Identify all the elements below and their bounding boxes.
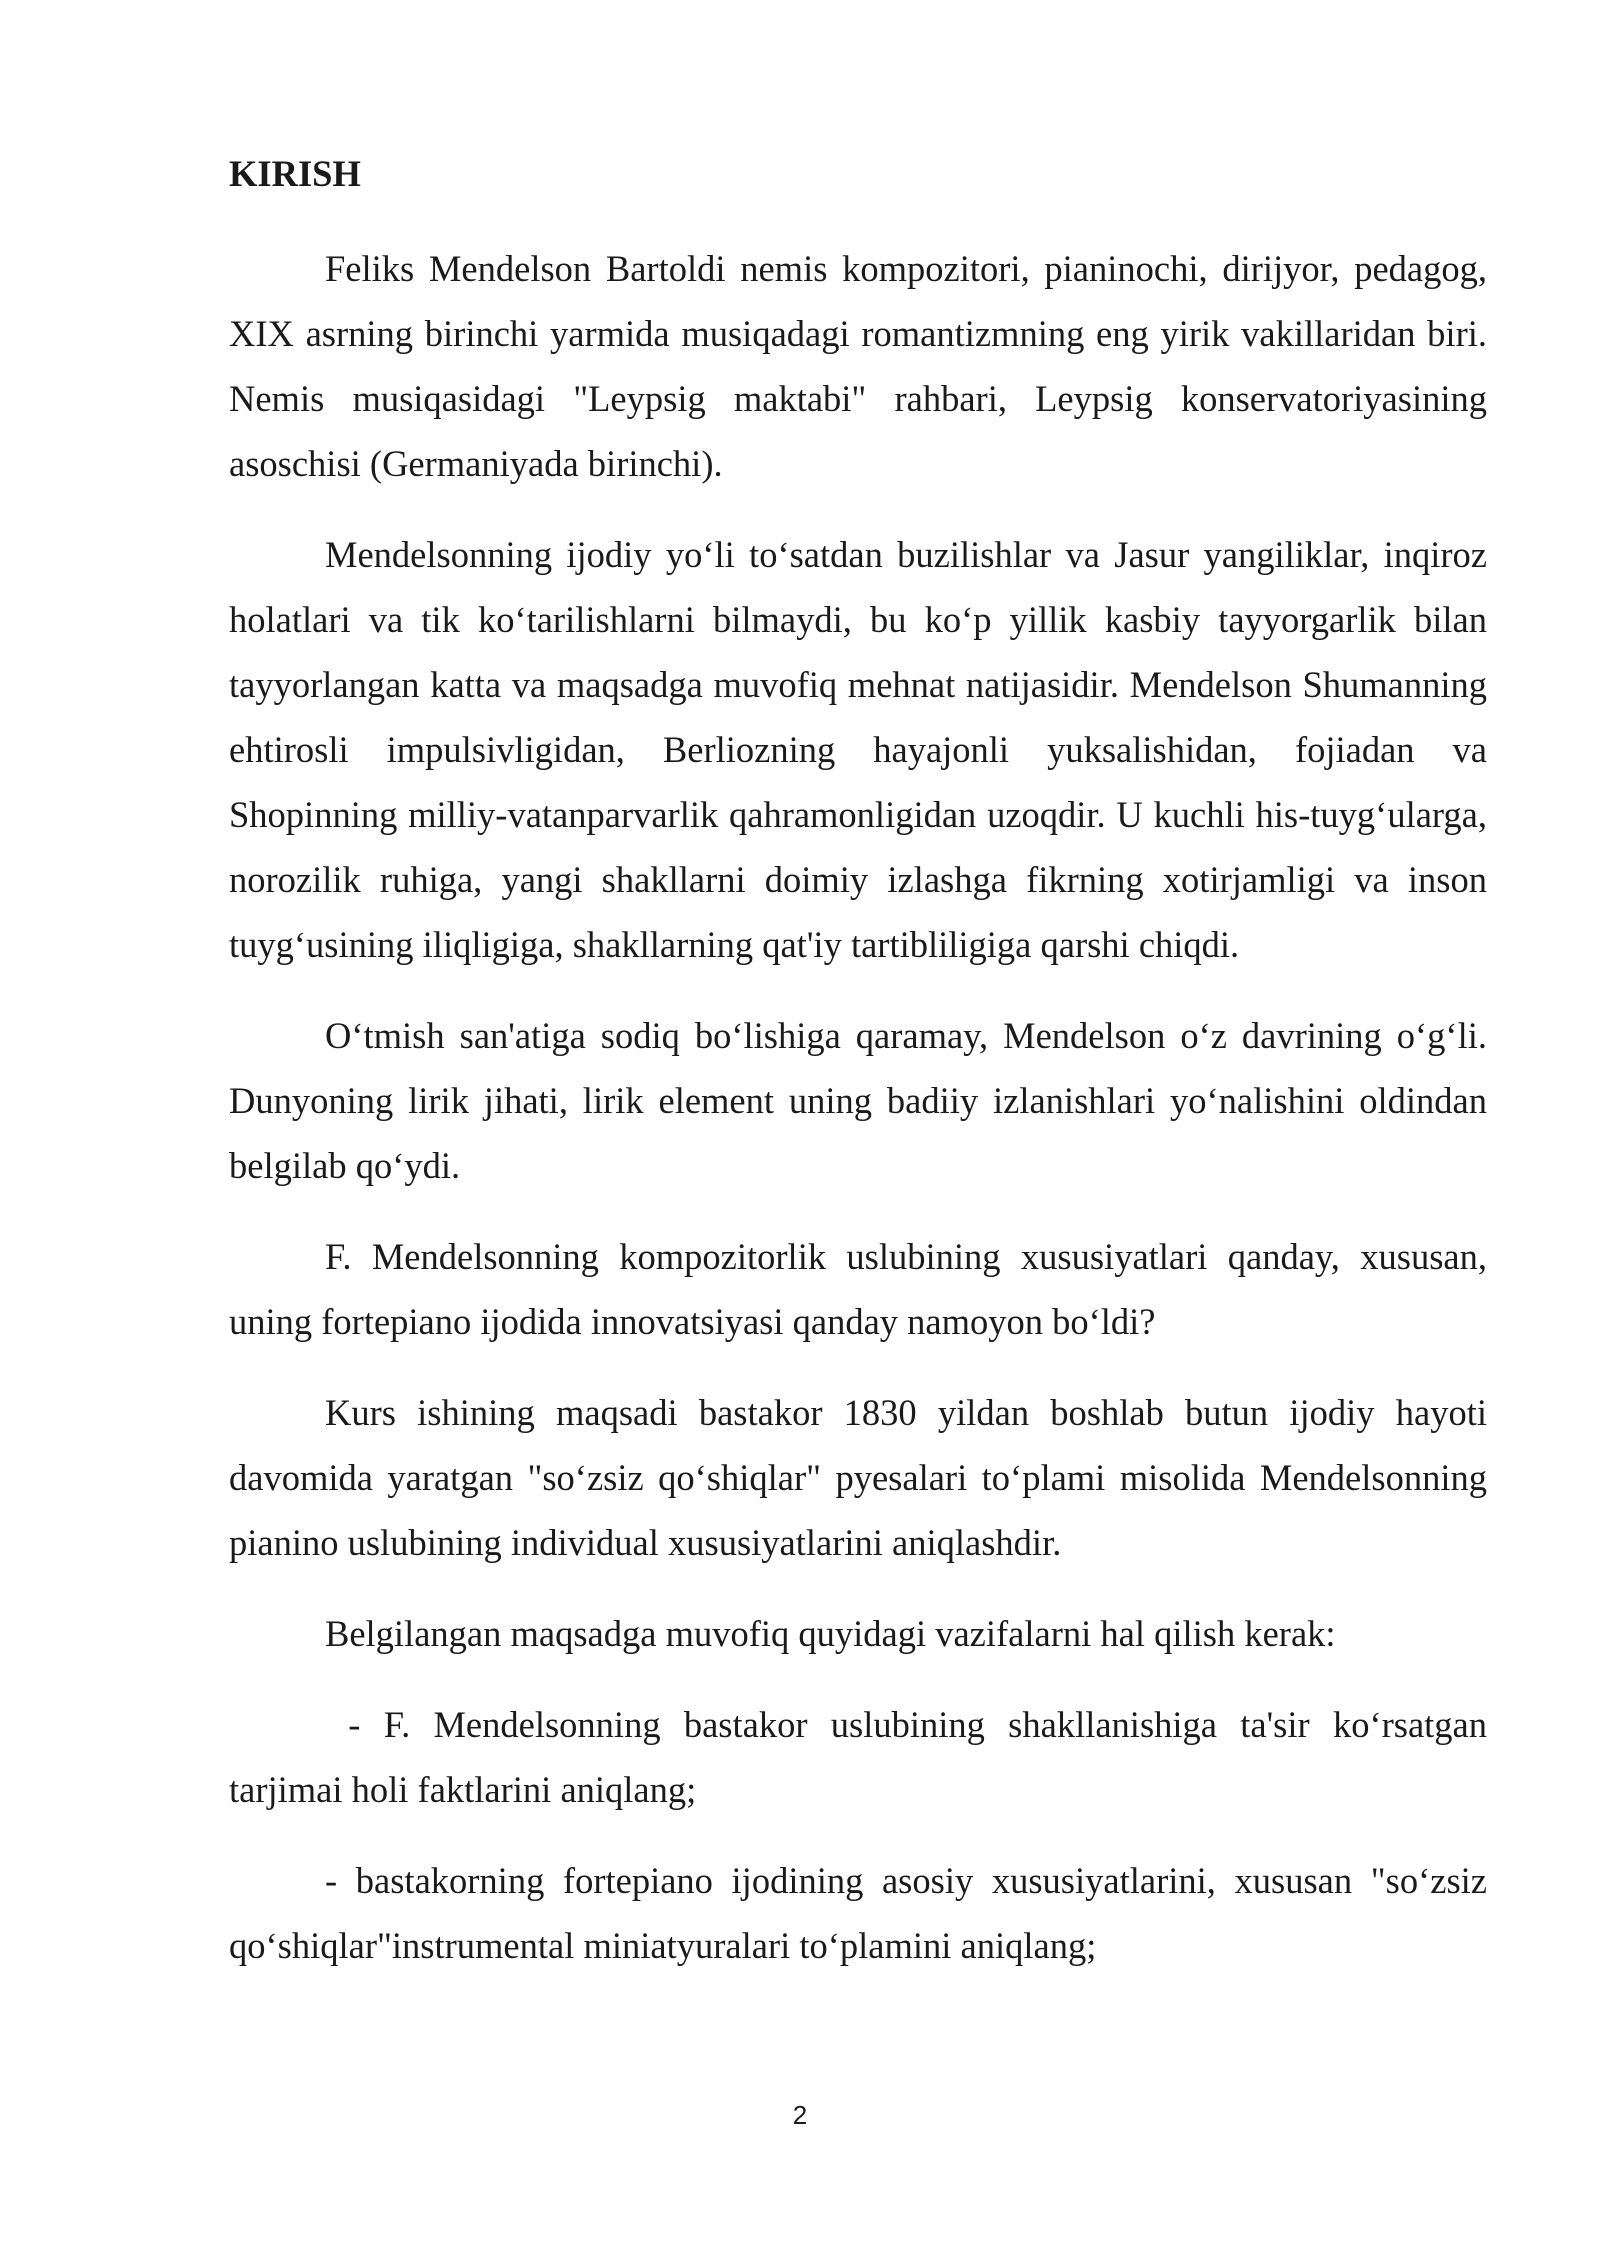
paragraph-past-art: O‘tmish san'atiga sodiq bo‘lishiga qaramay, Mendelson o‘z davrining o‘g‘li. Dunyoning lirik jihati, lirik element uning badiiy izlanishlari yo‘nalishini oldindan belgilab qo‘ydi. [229,1015,1487,1186]
paragraph-research-question: F. Mendelsonning kompozitorlik uslubining xususiyatlari qanday, xususan, uning fortepiano ijodida innovatsiyasi qanday namoyon bo‘ldi? [229,1236,1487,1342]
paragraph-aim: Kurs ishining maqsadi bastakor 1830 yildan boshlab butun ijodiy hayoti davomida yaratgan "so‘zsiz qo‘shiqlar" pyesalari to‘plami misolida Mendelsonning pianino uslubining individual xususiyatlarini aniqlashdir. [229,1392,1487,1563]
paragraph-tasks-intro: Belgilangan maqsadga muvofiq quyidagi vazifalarni hal qilish kerak: [325,1613,1336,1654]
task-item-piano-features: - bastakorning fortepiano ijodining asosiy xususiyatlarini, xususan "so‘zsiz qo‘shiqlar"instrumental miniatyuralari to‘plamini aniqlang; [229,1860,1487,1966]
page-number: 2 [792,2100,808,2130]
task-item-biography: - F. Mendelsonning bastakor uslubining shakllanishiga ta'sir ko‘rsatgan tarjimai holi faktlarini aniqlang; [229,1704,1497,1810]
page-content [229,148,1497,2004]
paragraph-intro: Feliks Mendelson Bartoldi nemis kompozitori, pianinochi, dirijyor, pedagog, XIX asrning birinchi yarmida musiqadagi romantizmning eng yirik vakillaridan biri. Nemis musiqasidagi "Leypsig maktabi" rahbari, Leypsig konservatoriyasining asoschisi (Germaniyada birinchi). [229,248,1487,484]
paragraph-creative-path: Mendelsonning ijodiy yo‘li to‘satdan buzilishlar va Jasur yangiliklar, inqiroz holatlari va tik ko‘tarilishlarni bilmaydi, bu ko‘p yillik kasbiy tayyorgarlik bilan tayyorlangan katta va maqsadga muvofiq mehnat natijasidir. Mendelson Shumanning ehtirosli impulsivligidan, Berliozning hayajonli yuksalishidan, fojiadan va Shopinning milliy-vatanparvarlik qahramonligidan uzoqdir. U kuchli his-tuyg‘ularga, norozilik ruhiga, yangi shakllarni doimiy izlashga fikrning xotirjamligi va inson tuyg‘usining iliqligiga, shakllarning qat'iy tartibliligiga qarshi chiqdi. [229,534,1487,965]
section-heading: KIRISH [229,153,361,194]
